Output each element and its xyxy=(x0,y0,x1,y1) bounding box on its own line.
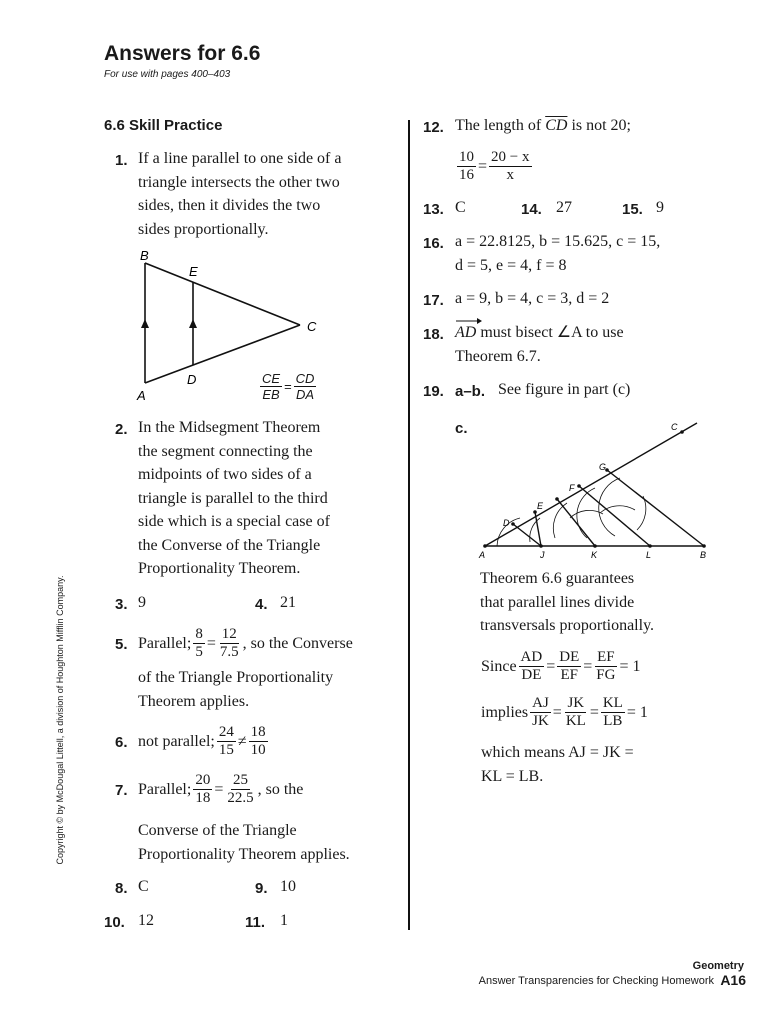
q6-prefix: not parallel; xyxy=(138,732,215,750)
fraction-denominator: 22.5 xyxy=(227,789,254,806)
page-number: A16 xyxy=(720,972,746,988)
q16-line: d = 5, e = 4, f = 8 xyxy=(455,256,567,274)
fraction-numerator: JK xyxy=(567,694,585,711)
q19-line: transversals proportionally. xyxy=(480,617,655,634)
point-label-D: D xyxy=(503,518,510,528)
page-subtitle: For use with pages 400–403 xyxy=(104,69,231,80)
q1-line: triangle intersects the other two xyxy=(138,173,340,191)
q1-line: If a line parallel to one side of a xyxy=(138,150,342,167)
implies-label: implies xyxy=(481,703,529,721)
q10-answer: 12 xyxy=(138,912,154,929)
segment-cd: $\overline{CD}$ xyxy=(545,117,568,134)
q19-line: which means AJ = JK = xyxy=(481,744,634,761)
point-label-E: E xyxy=(537,501,544,511)
fraction-numerator: 20 xyxy=(195,771,211,788)
fraction-numerator: AJ xyxy=(532,694,549,711)
q16-line: a = 22.8125, b = 15.625, c = 15, xyxy=(455,233,661,250)
q19-part-c: c. xyxy=(455,420,468,437)
q8-number: 8. xyxy=(115,880,128,897)
q2-number: 2. xyxy=(115,421,128,438)
fraction-denominator: 5 xyxy=(195,643,203,660)
vertex-label-E: E xyxy=(189,264,198,279)
point-label-F: F xyxy=(569,483,575,493)
q15-answer: 9 xyxy=(656,199,664,216)
q3-answer: 9 xyxy=(138,594,146,611)
fraction-numerator: 8 xyxy=(195,625,203,642)
ray-ad: AD xyxy=(455,324,477,341)
q19-implies-line: implies $\frac{AJ}{JK}$ = $\frac{JK}{KL}$ = $\frac{KL}{LB}$ = 1 xyxy=(481,694,648,729)
point-label-L: L xyxy=(646,550,652,560)
q14-number: 14. xyxy=(521,201,542,218)
q5-number: 5. xyxy=(115,636,128,653)
point-label-J: J xyxy=(540,550,545,560)
q7-text xyxy=(138,819,350,866)
q5-prefix: Parallel; xyxy=(138,634,192,652)
not-equal-sign: ≠ xyxy=(237,732,247,750)
q14-answer: 27 xyxy=(556,199,572,216)
q13-number: 13. xyxy=(423,201,444,218)
q5-text xyxy=(138,666,333,713)
copyright-notice: Copyright © by McDougal Littell, a division of Houghton Mifflin Company. xyxy=(55,575,65,865)
point-label-G: G xyxy=(599,462,607,472)
q5-line: of the Triangle Proportionality xyxy=(138,669,334,686)
vertex-label-C: C xyxy=(307,319,317,334)
q17-answer: a = 9, b = 4, c = 3, d = 2 xyxy=(455,290,610,307)
ray-arrow-icon xyxy=(455,317,483,325)
q4-answer: 21 xyxy=(280,594,296,611)
fraction-numerator: 20 − x xyxy=(491,148,530,165)
q2-text xyxy=(138,416,330,581)
q2-line: In the Midsegment Theorem xyxy=(138,419,321,436)
fraction-denominator: 18 xyxy=(195,789,211,806)
q12-prefix: The length of xyxy=(455,117,542,134)
q13-answer: C xyxy=(455,199,466,216)
q19-line: that parallel lines divide xyxy=(480,593,635,611)
q5-suffix: , so the Converse xyxy=(242,634,353,652)
q5-line: Theorem applies. xyxy=(138,692,250,710)
fraction-denominator: EF xyxy=(560,666,578,683)
fraction-denominator: x xyxy=(506,166,515,183)
column-divider xyxy=(408,120,410,930)
equals-one: = 1 xyxy=(626,703,648,721)
footer-subject: Geometry xyxy=(692,960,744,972)
q9-answer: 10 xyxy=(280,878,296,895)
equals-sign: = xyxy=(206,634,216,652)
q19-number: 19. xyxy=(423,383,444,400)
q19-line: Theorem 6.6 guarantees xyxy=(480,570,635,587)
q2-line: Proportionality Theorem. xyxy=(138,560,301,577)
q19-line: KL = LB. xyxy=(481,767,544,785)
fraction-denominator: 7.5 xyxy=(219,643,239,660)
vertex-label-B: B xyxy=(140,248,149,263)
fraction-numerator: AD xyxy=(520,648,543,665)
q12-number: 12. xyxy=(423,119,444,136)
point-label-K: K xyxy=(591,550,598,560)
fraction-denominator: JK xyxy=(532,712,549,729)
q19-conclusion xyxy=(481,741,634,788)
q1-number: 1. xyxy=(115,152,128,169)
q7-line: Converse of the Triangle xyxy=(138,822,297,839)
q10-number: 10. xyxy=(104,914,125,931)
q11-number: 11. xyxy=(245,914,266,931)
q19-explanation xyxy=(480,567,654,638)
fraction-denominator: 10 xyxy=(250,741,266,758)
q2-line: triangle is parallel to the third xyxy=(138,489,328,507)
q7-prefix: Parallel; xyxy=(138,780,192,798)
q19-since-line: Since $\frac{AD}{DE}$ = $\frac{DE}{EF}$ = $\frac{EF}{FG}$ = 1 xyxy=(481,648,641,683)
q1-line: sides, then it divides the two xyxy=(138,197,321,214)
equals-sign: = xyxy=(214,780,224,798)
q1-line: sides proportionally. xyxy=(138,220,269,238)
point-label-A: A xyxy=(479,550,486,560)
fraction-numerator: EF xyxy=(597,648,615,665)
fraction-numerator: 24 xyxy=(218,723,234,740)
fraction-denominator: FG xyxy=(596,666,616,683)
q18-text: must bisect ∠A to use xyxy=(480,324,624,341)
fraction-denominator: 16 xyxy=(459,166,474,183)
q18-line1 xyxy=(455,321,624,344)
q2-line: side which is a special case of xyxy=(138,513,330,530)
q7-line: Proportionality Theorem applies. xyxy=(138,845,350,863)
q12-suffix: is not 20; xyxy=(571,117,631,134)
q15-number: 15. xyxy=(622,201,643,218)
footer-description: Answer Transparencies for Checking Homework xyxy=(478,975,714,987)
page-title: Answers for 6.6 xyxy=(104,42,261,65)
fraction-numerator: CE xyxy=(262,371,281,386)
q19-part-ab: a–b. xyxy=(455,383,486,400)
section-heading: 6.6 Skill Practice xyxy=(104,117,223,134)
equals-sign: = xyxy=(478,157,488,175)
point-label-B: B xyxy=(700,550,707,560)
fraction-denominator: DE xyxy=(521,666,542,683)
fraction-numerator: 25 xyxy=(232,771,248,788)
fraction-denominator: 15 xyxy=(218,741,234,758)
q18-number: 18. xyxy=(423,326,444,343)
fraction-numerator: KL xyxy=(602,694,623,711)
point-label-C: C xyxy=(671,422,678,432)
q2-line: midpoints of two sides of a xyxy=(138,466,312,483)
q2-line: the Converse of the Triangle xyxy=(138,536,321,554)
fraction-numerator: 10 xyxy=(459,148,474,165)
fraction-numerator: CD xyxy=(295,371,315,386)
q7-line1 xyxy=(138,768,303,810)
q7-number: 7. xyxy=(115,782,128,799)
q12-line1 xyxy=(455,114,631,137)
q5-line1 xyxy=(138,622,353,664)
q4-number: 4. xyxy=(255,596,268,613)
q17-number: 17. xyxy=(423,292,444,309)
q1-text xyxy=(138,147,341,241)
q6-number: 6. xyxy=(115,734,128,751)
equals-sign: = xyxy=(284,379,292,394)
vertex-label-D: D xyxy=(187,372,197,387)
since-label: Since xyxy=(481,657,517,675)
q16-number: 16. xyxy=(423,235,444,252)
q7-suffix: , so the xyxy=(257,780,304,798)
vertex-label-A: A xyxy=(137,388,146,403)
q19-ab-text: See figure in part (c) xyxy=(498,381,631,398)
equals-one: = 1 xyxy=(619,657,641,675)
q19-construction-figure xyxy=(475,418,715,563)
fraction-numerator: 12 xyxy=(221,625,237,642)
q16-text xyxy=(455,230,660,277)
q12-proportion xyxy=(455,145,534,187)
fraction-numerator: DE xyxy=(559,648,580,665)
fraction-numerator: 18 xyxy=(250,723,266,740)
fraction-denominator: KL xyxy=(565,712,586,729)
fraction-denominator: DA xyxy=(296,387,315,402)
q3-number: 3. xyxy=(115,596,128,613)
q18-line2: Theorem 6.7. xyxy=(455,348,541,365)
fraction-denominator: LB xyxy=(603,712,623,729)
fraction-denominator: EB xyxy=(262,387,280,402)
q8-answer: C xyxy=(138,878,149,895)
q11-answer: 1 xyxy=(280,912,288,929)
q6-line xyxy=(138,720,270,762)
q1-ratio xyxy=(258,371,318,402)
q2-line: the segment connecting the xyxy=(138,442,313,460)
q9-number: 9. xyxy=(255,880,268,897)
